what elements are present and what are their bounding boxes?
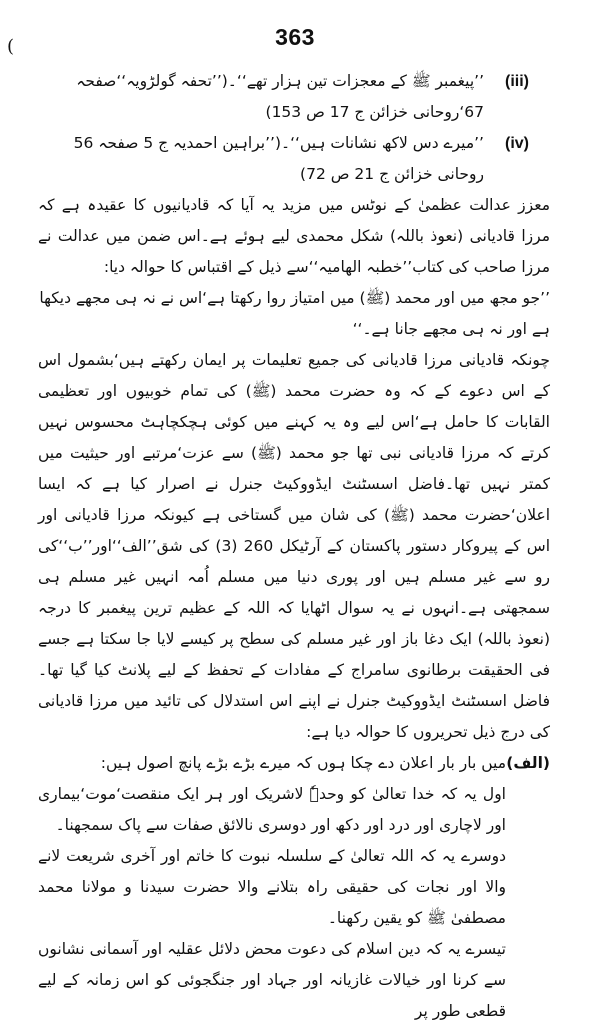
paragraph-court-notice: معزز عدالت عظمیٰ کے نوٹس میں مزید یہ آیا کہ قادیانیوں کا عقیدہ ہے کہ مرزا قادیانی (نعوذ باللہ) شکل محمدی لیے ہوئے ہے۔اس ضمن میں عدالت نے مرزا صاحب کی کتاب’’خطبہ الھامیہ‘‘سے ذیل کے اقتباس کا حوالہ دیا: xyxy=(38,196,550,276)
block-quote: ’’جو مجھ میں اور محمد (ﷺ) میں امتیاز روا رکھتا ہے‘اس نے نہ ہی مجھے دیکھا ہے اور نہ ہی مجھے جانا ہے۔‘‘ xyxy=(39,289,550,338)
numbered-list xyxy=(38,748,550,1027)
paragraph-argument: چونکہ قادیانی مرزا قادیانی کی جمیع تعلیمات پر ایمان رکھتے ہیں‘بشمول اس کے اس دعوے کے کہ وہ حضرت محمد (ﷺ) کی تمام خوبیوں اور تعظیمی القابات کا حامل ہے‘اس لیے وہ یہ کہنے میں کوئی ہچکچاہٹ محسوس نہیں کرتے کہ مرزا قادیانی نبی تھا جو محمد (ﷺ) سے عزت‘مرتبے اور حیثیت میں کمتر نہیں تھا۔فاضل اسسٹنٹ ایڈووکیٹ جنرل نے اصرار کیا ہے کہ ایسا اعلان‘حضرت محمد (ﷺ) کی شان میں گستاخی ہے کیونکہ مرزا قادیانی اور اس کے پیروکار دستور پاکستان کے آرٹیکل 260 (3) کی شق’’الف‘‘اور’’ب‘‘کی رو سے غیر مسلم ہیں اور پوری دنیا میں مسلم اُمہ انہیں غیر مسلم ہی سمجھتی ہے۔انہوں نے یہ سوال اٹھایا کہ اللہ کے عظیم ترین پیغمبر کا درجہ (نعوذ باللہ) ایک دغا باز اور غیر مسلم کی سطح پر کیسے لایا جا سکتا ہے جسے فی الحقیقت برطانوی سامراج کے مفادات کے تحفظ کے لیے پلانٹ کیا گیا تھا۔فاضل اسسٹنٹ ایڈووکیٹ جنرل نے اپنے اس استدلال کی تائید میں مرزا قادیانی کی درج ذیل تحریروں کا حوالہ دیا ہے: xyxy=(38,351,550,741)
list-item: اول یہ کہ خدا تعالیٰ کو وحدہٗ لاشریک اور ہر ایک منقصت‘موت‘بیماری اور لاچاری اور درد اور دکھ اور دوسری نالائق صفات سے پاک سمجھنا۔ xyxy=(38,785,506,834)
reference-number: (iii) xyxy=(505,73,529,90)
reference-number: (iv) xyxy=(505,135,529,152)
reference-text: ’’پیغمبر ﷺ کے معجزات تین ہزار تھے‘‘۔(’’تحفہ گولڑویہ‘‘صفحہ 67‘روحانی خزائن ج 17 ص 153) xyxy=(76,72,484,121)
margin-bracket-mark: ( xyxy=(7,36,15,57)
page-body xyxy=(38,66,550,1027)
list-item: دوسرے یہ کہ اللہ تعالیٰ کے سلسلہ نبوت کا خاتم اور آخری شریعت لانے والا اور نجات کی حقیقی راہ بتلانے والا حضرت سیدنا و مولانا محمد مصطفیٰ ﷺ کو یقین رکھنا۔ xyxy=(38,847,506,927)
reference-iv xyxy=(38,128,550,190)
list-intro: میں بار بار اعلان دے چکا ہوں کہ میرے بڑے بڑے پانچ اصول ہیں: xyxy=(100,754,506,772)
page-number: 363 xyxy=(275,24,315,50)
reference-text: ’’میرے دس لاکھ نشانات ہیں‘‘۔(’’براہین احمدیہ ج 5 صفحہ 56 روحانی خزائن ج 21 ص 72) xyxy=(73,134,484,183)
list-marker: (الف) xyxy=(506,754,550,772)
list-items xyxy=(38,748,506,1027)
reference-iii xyxy=(38,66,550,128)
list-item: تیسرے یہ کہ دین اسلام کی دعوت محض دلائل عقلیہ اور آسمانی نشانوں سے کرنا اور خیالات غازیانہ اور جہاد اور جنگجوئی کو اس زمانہ کے لیے قطعی طور پر xyxy=(38,940,506,1020)
